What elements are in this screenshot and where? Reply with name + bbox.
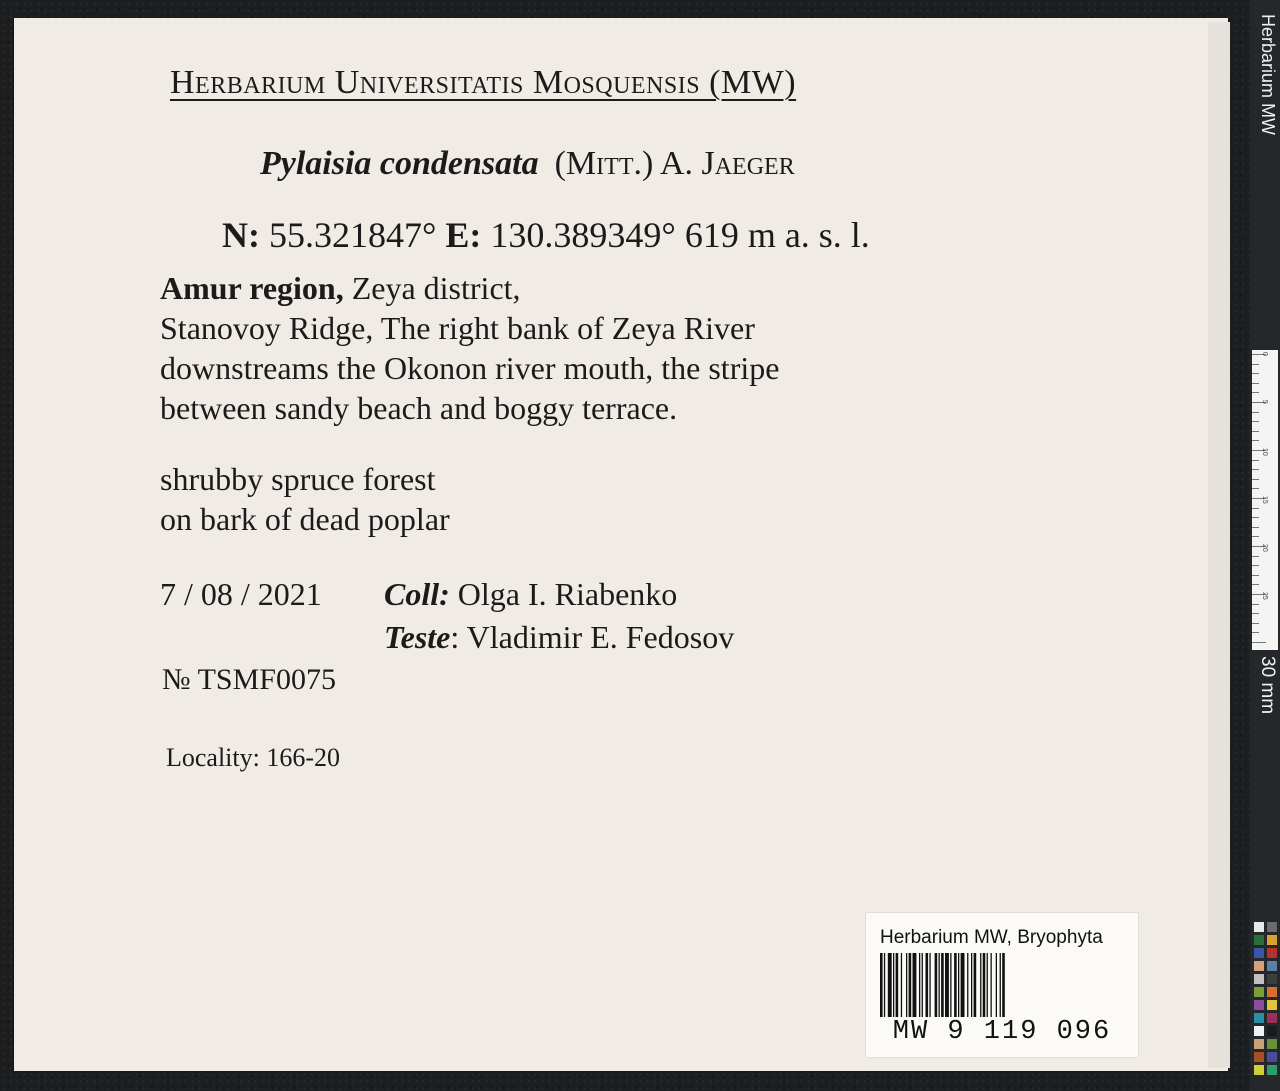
longitude-label: E: xyxy=(445,215,482,255)
barcode-bar xyxy=(974,953,977,1017)
ruler-tick-label: 25 xyxy=(1261,592,1268,600)
color-swatch xyxy=(1267,948,1277,958)
color-swatch xyxy=(1254,922,1264,932)
barcode-bar xyxy=(996,953,997,1017)
ruler-tick xyxy=(1252,383,1259,384)
color-swatch xyxy=(1267,1052,1277,1062)
ruler-tick-label: 5 xyxy=(1261,400,1268,404)
barcode-bar xyxy=(954,953,957,1017)
scale-ruler xyxy=(1252,350,1278,650)
habitat-line: shrubby spruce forest xyxy=(160,461,436,497)
ruler-tick-label: 0 xyxy=(1261,352,1268,356)
color-swatch xyxy=(1267,1013,1277,1023)
barcode-label xyxy=(866,913,1138,1057)
color-swatch xyxy=(1254,961,1264,971)
barcode-bar xyxy=(983,953,986,1017)
ruler-tick xyxy=(1252,584,1259,585)
ruler-tick xyxy=(1252,508,1259,509)
teste-separator: : xyxy=(450,619,460,655)
elevation: 619 m a. s. l. xyxy=(684,215,870,255)
ruler-tick xyxy=(1252,536,1259,537)
ruler-tick xyxy=(1252,373,1259,374)
ruler-tick xyxy=(1252,632,1259,633)
barcode-bar xyxy=(1002,953,1005,1017)
ruler-tick-label: 10 xyxy=(1261,448,1268,456)
color-swatch xyxy=(1267,961,1277,971)
taxon xyxy=(260,145,795,183)
color-calibration-chart xyxy=(1254,922,1280,1091)
taxon-author: (Mitt.) A. Jaeger xyxy=(554,145,795,182)
color-swatch xyxy=(1254,1065,1264,1075)
barcode-bar xyxy=(929,953,930,1017)
barcode-bar xyxy=(888,953,892,1017)
ruler-tick xyxy=(1252,412,1259,413)
ruler-tick-label: 15 xyxy=(1261,496,1268,504)
barcode-bar xyxy=(919,953,920,1017)
color-swatch xyxy=(1267,1039,1277,1049)
barcode-bar xyxy=(909,953,912,1017)
color-swatch xyxy=(1254,948,1264,958)
barcode-bar xyxy=(913,953,917,1017)
ruler-tick xyxy=(1252,392,1259,393)
district: Zeya district, xyxy=(351,270,521,306)
ruler-tick xyxy=(1252,469,1259,470)
coordinates xyxy=(222,214,870,256)
color-swatch xyxy=(1267,974,1277,984)
ruler-tick xyxy=(1252,421,1259,422)
locality-line: downstreams the Okonon river mouth, the stripe xyxy=(160,350,780,386)
region: Amur region, xyxy=(160,270,344,306)
barcode-bar xyxy=(906,953,907,1017)
collector-line xyxy=(384,576,677,613)
color-swatch xyxy=(1267,1026,1277,1036)
ruler-tick xyxy=(1252,488,1259,489)
barcode-bar xyxy=(939,953,940,1017)
barcode-icon xyxy=(880,953,1124,1017)
barcode-bar xyxy=(896,953,899,1017)
scale-label: 30 mm xyxy=(1257,656,1278,715)
ruler-tick xyxy=(1252,556,1259,557)
barcode-number: MW 9 119 096 xyxy=(892,1017,1112,1047)
color-swatch xyxy=(1254,1026,1264,1036)
ruler-tick xyxy=(1252,604,1259,605)
barcode-bar xyxy=(945,953,949,1017)
taxon-name: Pylaisia condensata xyxy=(260,145,539,182)
barcode-bar xyxy=(884,953,885,1017)
ruler-tick xyxy=(1252,642,1266,643)
color-swatch xyxy=(1254,1000,1264,1010)
habitat-description xyxy=(160,459,450,539)
barcode-bar xyxy=(893,953,894,1017)
ruler-tick xyxy=(1252,565,1259,566)
color-swatch xyxy=(1267,935,1277,945)
color-swatch xyxy=(1254,987,1264,997)
barcode-bar xyxy=(950,953,951,1017)
ruler-tick xyxy=(1252,527,1259,528)
barcode-bar xyxy=(880,953,883,1017)
determiner-name: Vladimir E. Fedosov xyxy=(466,619,735,655)
substrate-line: on bark of dead poplar xyxy=(160,501,450,537)
collector-name: Olga I. Riabenko xyxy=(457,576,678,612)
color-swatch xyxy=(1267,1000,1277,1010)
color-swatch xyxy=(1254,974,1264,984)
barcode-bar xyxy=(901,953,902,1017)
teste-label: Teste xyxy=(384,619,451,655)
color-swatch xyxy=(1254,1052,1264,1062)
ruler-tick xyxy=(1252,517,1259,518)
color-swatch xyxy=(1267,1065,1277,1075)
locality-number: Locality: 166-20 xyxy=(166,743,341,772)
longitude-value: 130.389349° xyxy=(490,215,676,255)
color-swatch xyxy=(1254,1013,1264,1023)
collection-date: 7 / 08 / 2021 xyxy=(160,576,322,612)
ruler-tick xyxy=(1252,431,1259,432)
ruler-tick-label: 20 xyxy=(1261,544,1268,552)
barcode-bar xyxy=(1000,953,1001,1017)
locality-description xyxy=(160,268,779,428)
ruler-tick xyxy=(1252,575,1259,576)
determiner-line xyxy=(384,619,734,656)
barcode-bar xyxy=(980,953,981,1017)
barcode-bar xyxy=(991,953,992,1017)
latitude-value: 55.321847° xyxy=(269,215,437,255)
barcode-bar xyxy=(961,953,965,1017)
barcode-bar xyxy=(971,953,972,1017)
barcode-title: Herbarium MW, Bryophyta xyxy=(880,927,1103,948)
sheet-edge xyxy=(1208,22,1230,1068)
barcode-bar xyxy=(967,953,968,1017)
ruler-tick xyxy=(1252,623,1259,624)
locality-line: Stanovoy Ridge, The right bank of Zeya River xyxy=(160,310,755,346)
herbarium-header: Herbarium Universitatis Mosquensis (MW) xyxy=(170,64,797,101)
barcode-bar xyxy=(987,953,988,1017)
ruler-tick xyxy=(1252,440,1259,441)
color-swatch xyxy=(1267,922,1277,932)
region-line xyxy=(160,268,779,308)
ruler-tick xyxy=(1252,460,1259,461)
locality-line: between sandy beach and boggy terrace. xyxy=(160,390,678,426)
color-swatch xyxy=(1254,1039,1264,1049)
latitude-label: N: xyxy=(222,215,260,255)
ruler-tick xyxy=(1252,479,1259,480)
barcode-bar xyxy=(926,953,929,1017)
ruler-tick xyxy=(1252,364,1259,365)
color-swatch xyxy=(1254,935,1264,945)
color-swatch xyxy=(1267,987,1277,997)
barcode-bar xyxy=(935,953,938,1017)
collector-label: Coll: xyxy=(384,576,450,612)
ruler-tick xyxy=(1252,613,1259,614)
barcode-bar xyxy=(941,953,944,1017)
specimen-number: № TSMF0075 xyxy=(162,663,336,696)
barcode-bar xyxy=(922,953,923,1017)
side-herbarium-text: Herbarium MW xyxy=(1258,14,1278,136)
barcode-bar xyxy=(958,953,959,1017)
